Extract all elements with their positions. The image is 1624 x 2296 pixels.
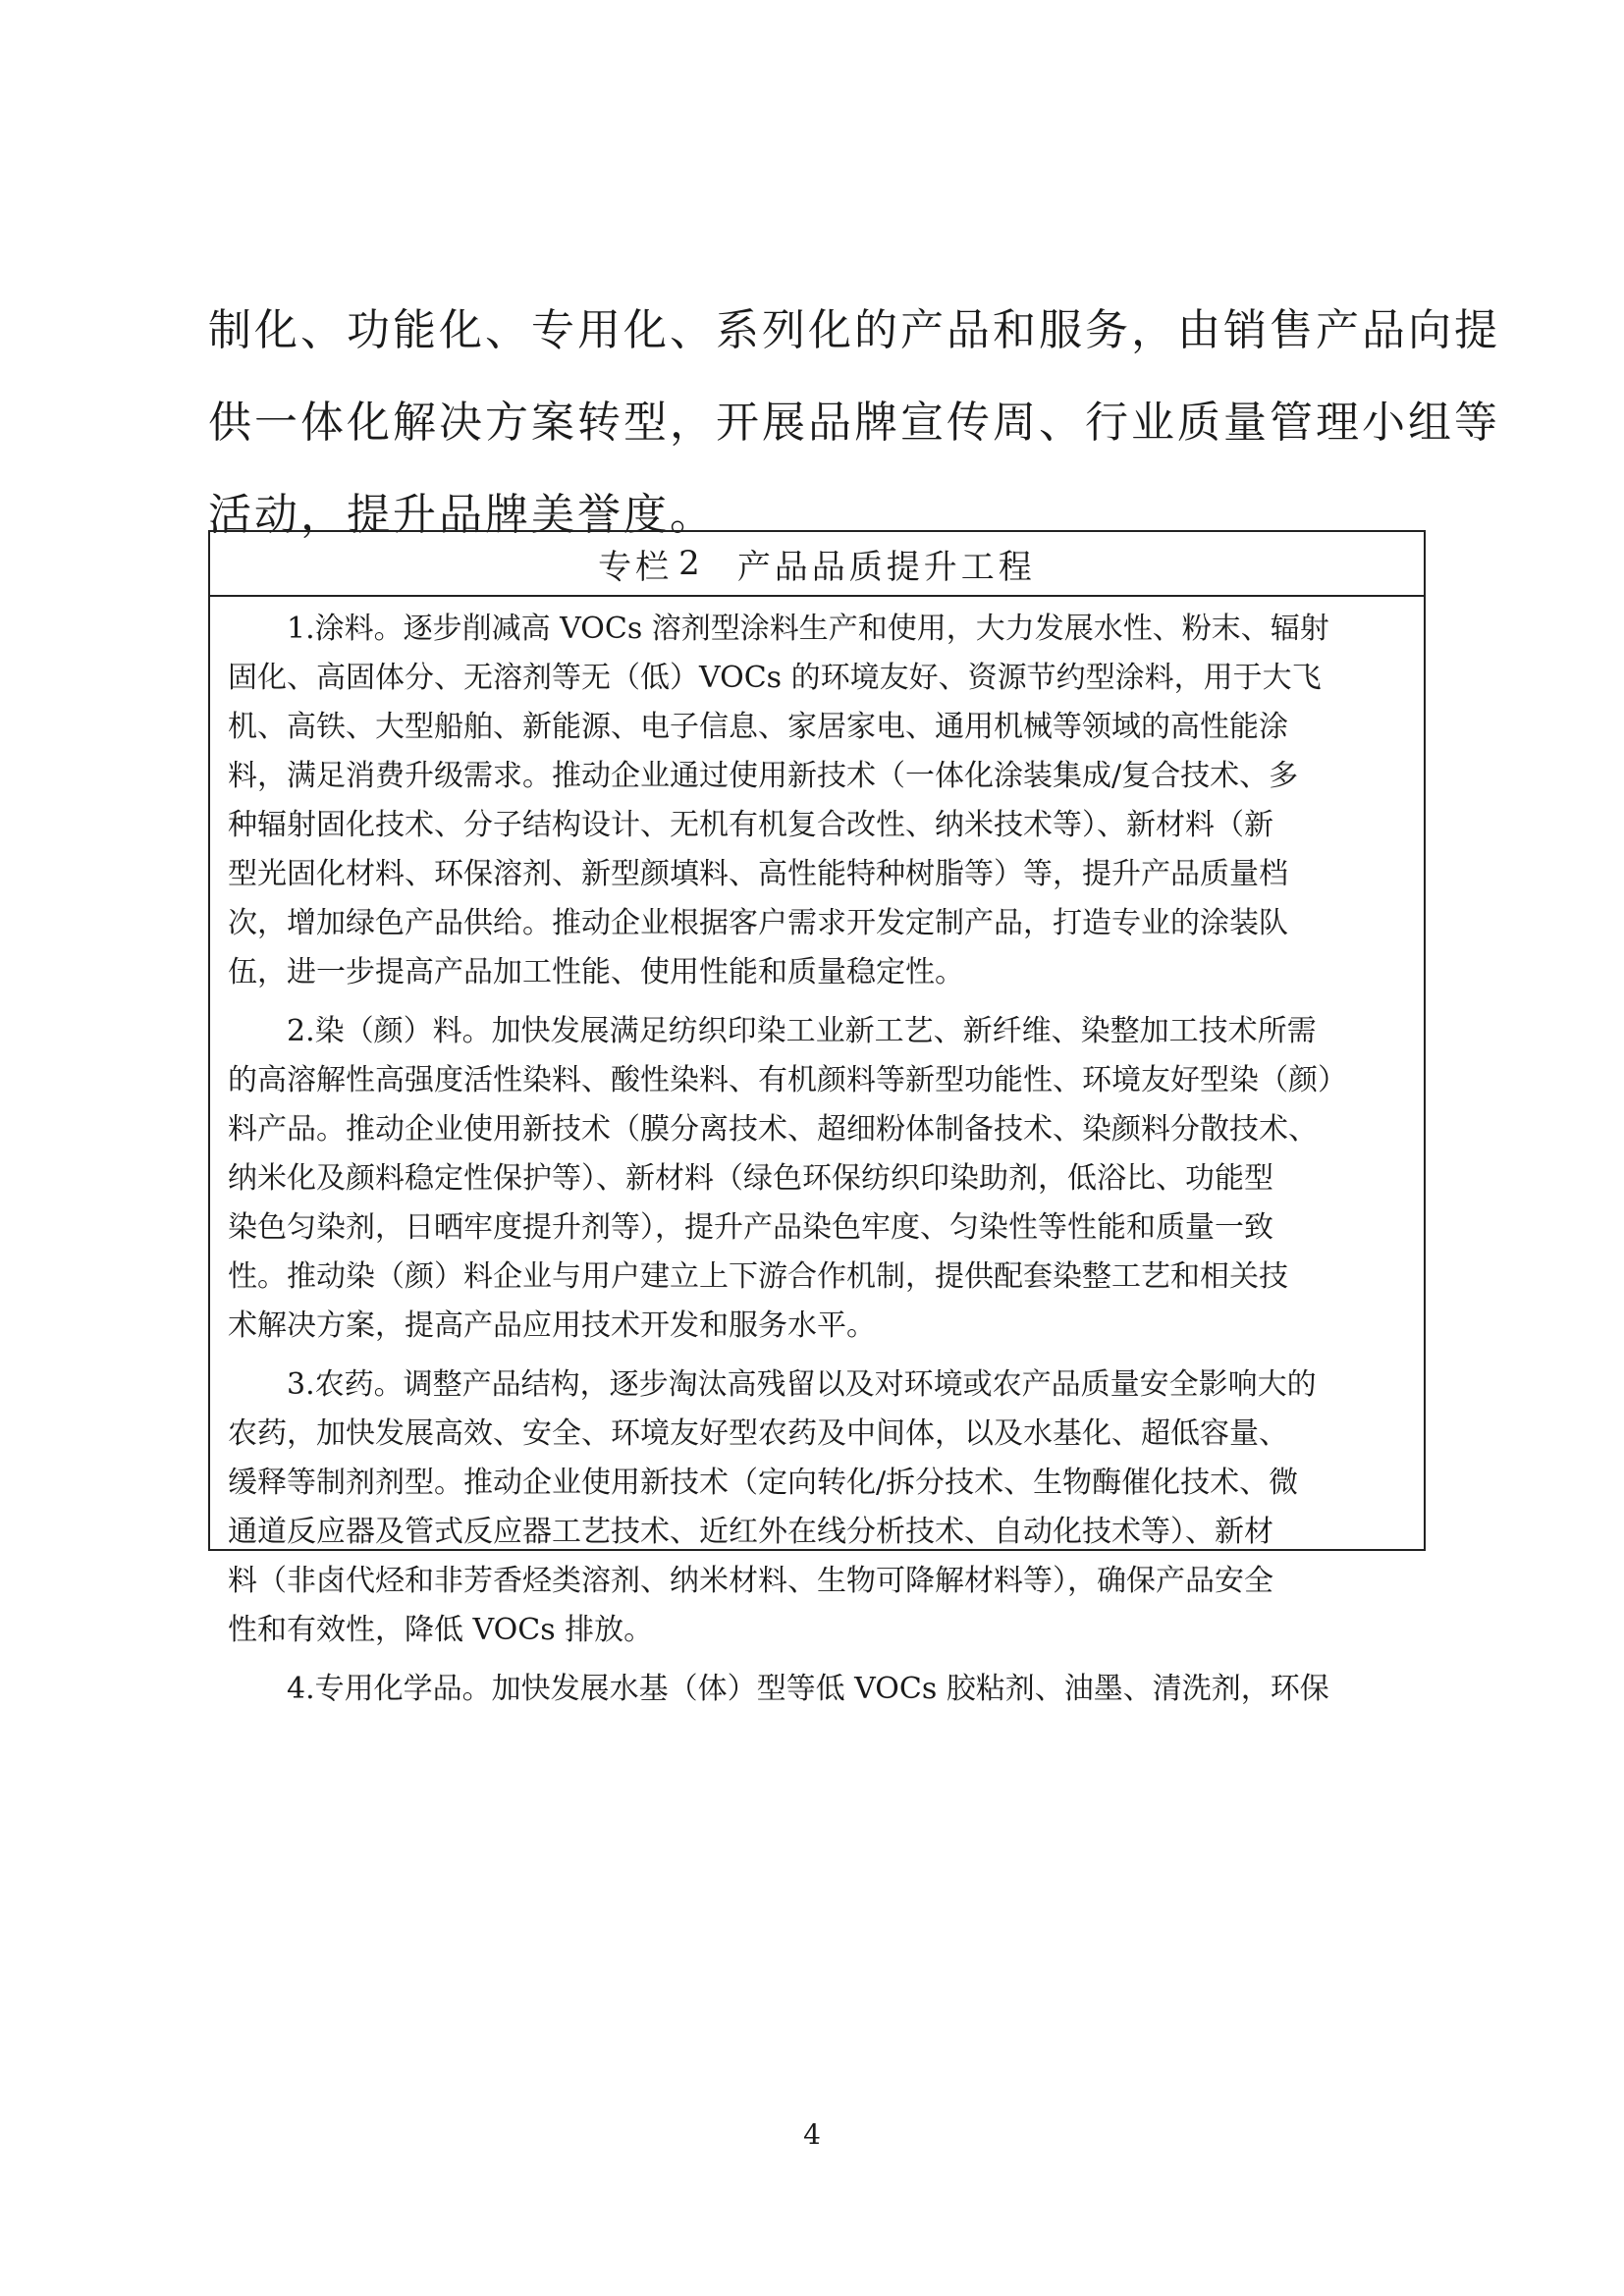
intro-line: 供一体化解决方案转型，开展品牌宣传周、行业质量管理小组等 — [208, 398, 1500, 448]
feature-box — [208, 530, 1426, 1706]
box-paragraph — [228, 1665, 1406, 1714]
paragraph-line: 2.染（颜）料。加快发展满足纺织印染工业新工艺、新纤维、染整加工技术所需 — [287, 1014, 1317, 1048]
paragraph-line: 次，增加绿色产品供给。推动企业根据客户需求开发定制产品，打造专业的涂装队 — [228, 906, 1288, 940]
paragraph-line: 料（非卤代烃和非芳香烃类溶剂、纳米材料、生物可降解材料等），确保产品安全 — [228, 1564, 1273, 1598]
intro-text — [208, 285, 1500, 561]
paragraph-line: 术解决方案，提高产品应用技术开发和服务水平。 — [228, 1308, 876, 1343]
paragraph-line: 固化、高固体分、无溶剂等无（低）VOCs 的环境友好、资源节约型涂料，用于大飞 — [228, 661, 1322, 695]
paragraph-line: 型光固化材料、环保溶剂、新型颜填料、高性能特种树脂等）等，提升产品质量档 — [228, 857, 1288, 891]
paragraph-line: 1.涂料。逐步削减高 VOCs 溶剂型涂料生产和使用，大力发展水性、粉末、辐射 — [287, 612, 1329, 646]
box-paragraph — [228, 1007, 1406, 1351]
paragraph-line: 料产品。推动企业使用新技术（膜分离技术、超细粉体制备技术、染颜料分散技术、 — [228, 1112, 1318, 1147]
paragraph-line: 的高溶解性高强度活性染料、酸性染料、有机颜料等新型功能性、环境友好型染（颜） — [228, 1063, 1347, 1097]
box-paragraph — [228, 1361, 1406, 1655]
paragraph-line: 机、高铁、大型船舶、新能源、电子信息、家居家电、通用机械等领域的高性能涂 — [228, 710, 1288, 744]
box-title-label: 专栏 — [598, 547, 674, 587]
intro-line: 制化、功能化、专用化、系列化的产品和服务，由销售产品向提 — [208, 305, 1500, 355]
paragraph-line: 料，满足消费升级需求。推动企业通过使用新技术（一体化涂装集成/复合技术、多 — [228, 759, 1299, 793]
paragraph-line: 性。推动染（颜）料企业与用户建立上下游合作机制，提供配套染整工艺和相关技 — [228, 1259, 1288, 1294]
paragraph-line: 3.农药。调整产品结构，逐步淘汰高残留以及对环境或农产品质量安全影响大的 — [287, 1367, 1317, 1402]
paragraph-line: 性和有效性，降低 VOCs 排放。 — [228, 1613, 654, 1647]
box-title-number: 2 — [678, 544, 704, 583]
paragraph-line: 缓释等制剂剂型。推动企业使用新技术（定向转化/拆分技术、生物酶催化技术、微 — [228, 1466, 1299, 1500]
paragraph-line: 4.专用化学品。加快发展水基（体）型等低 VOCs 胶粘剂、油墨、清洗剂，环保 — [287, 1672, 1329, 1706]
paragraph-line: 染色匀染剂，日晒牢度提升剂等），提升产品染色牢度、匀染性等性能和质量一致 — [228, 1210, 1273, 1245]
box-paragraph — [228, 605, 1406, 997]
paragraph-line: 纳米化及颜料稳定性保护等）、新材料（绿色环保纺织印染助剂，低浴比、功能型 — [228, 1161, 1273, 1196]
page-number: 4 — [803, 2118, 821, 2151]
paragraph-line: 通道反应器及管式反应器工艺技术、近红外在线分析技术、自动化技术等）、新材 — [228, 1515, 1273, 1549]
intro-line: 活动，提升品牌美誉度。 — [208, 490, 716, 540]
box-body — [210, 597, 1424, 1714]
paragraph-line: 农药，加快发展高效、安全、环境友好型农药及中间体，以及水基化、超低容量、 — [228, 1416, 1288, 1451]
box-title-text: 产品品质提升工程 — [736, 547, 1036, 587]
paragraph-line: 伍，进一步提高产品加工性能、使用性能和质量稳定性。 — [228, 955, 964, 989]
box-title — [210, 532, 1424, 597]
paragraph-line: 种辐射固化技术、分子结构设计、无机有机复合改性、纳米技术等）、新材料（新 — [228, 808, 1273, 842]
